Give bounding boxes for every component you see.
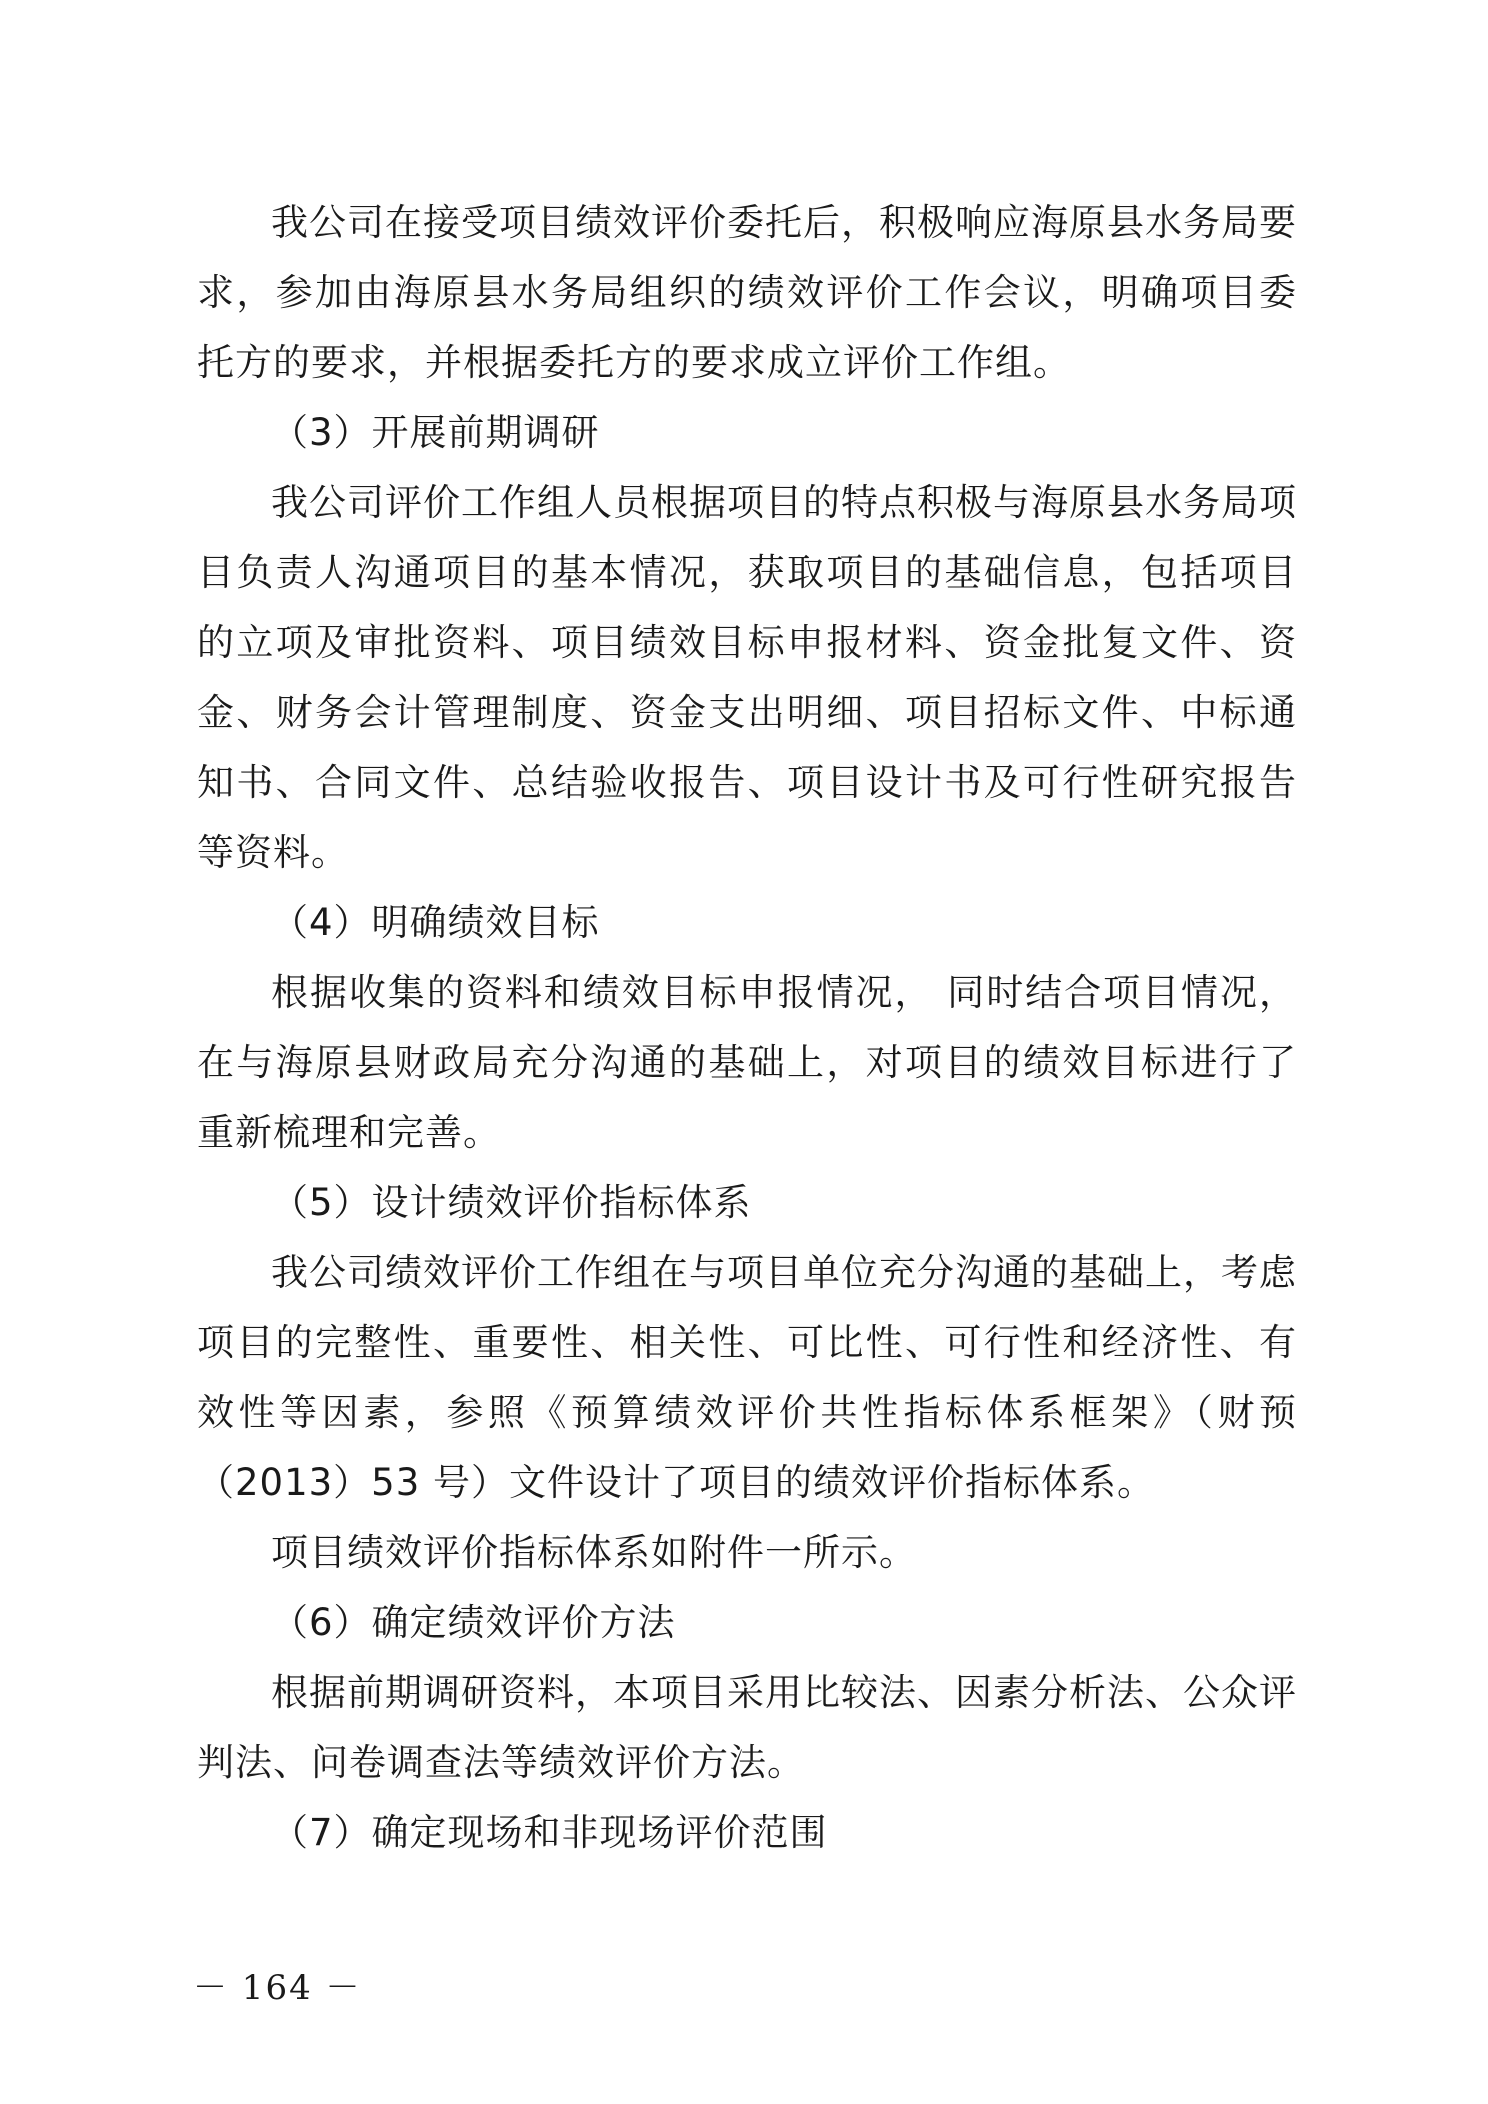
paragraph: 我公司绩效评价工作组在与项目单位充分沟通的基础上，考虑项目的完整性、重要性、相关性、可比性、可行性和经济性、有效性等因素，参照《预算绩效评价共性指标体系框架》（财预（2013）53 号）文件设计了项目的绩效评价指标体系。	[197, 1251, 1297, 1504]
section-heading: （7）确定现场和非现场评价范围	[271, 1811, 828, 1854]
paragraph: 我公司评价工作组人员根据项目的特点积极与海原县水务局项目负责人沟通项目的基本情况，获取项目的基础信息，包括项目的立项及审批资料、项目绩效目标申报材料、资金批复文件、资金、财务会计管理制度、资金支出明细、项目招标文件、中标通知书、合同文件、总结验收报告、项目设计书及可行性研究报告等资料。	[197, 481, 1297, 874]
section-heading: （6）确定绩效评价方法	[271, 1601, 676, 1644]
paragraph: 根据收集的资料和绩效目标申报情况， 同时结合项目情况，在与海原县财政局充分沟通的基础上，对项目的绩效目标进行了重新梳理和完善。	[197, 971, 1297, 1154]
section-heading: （3）开展前期调研	[271, 411, 600, 454]
page-number: － 164 －	[193, 1968, 362, 2008]
body-text	[197, 188, 1297, 1868]
section-heading: （4）明确绩效目标	[271, 901, 600, 944]
paragraph: 项目绩效评价指标体系如附件一所示。	[271, 1531, 917, 1574]
paragraph: 我公司在接受项目绩效评价委托后，积极响应海原县水务局要求，参加由海原县水务局组织的绩效评价工作会议，明确项目委托方的要求，并根据委托方的要求成立评价工作组。	[197, 201, 1297, 384]
section-heading: （5）设计绩效评价指标体系	[271, 1181, 752, 1224]
paragraph: 根据前期调研资料，本项目采用比较法、因素分析法、公众评判法、问卷调查法等绩效评价方法。	[197, 1671, 1297, 1784]
